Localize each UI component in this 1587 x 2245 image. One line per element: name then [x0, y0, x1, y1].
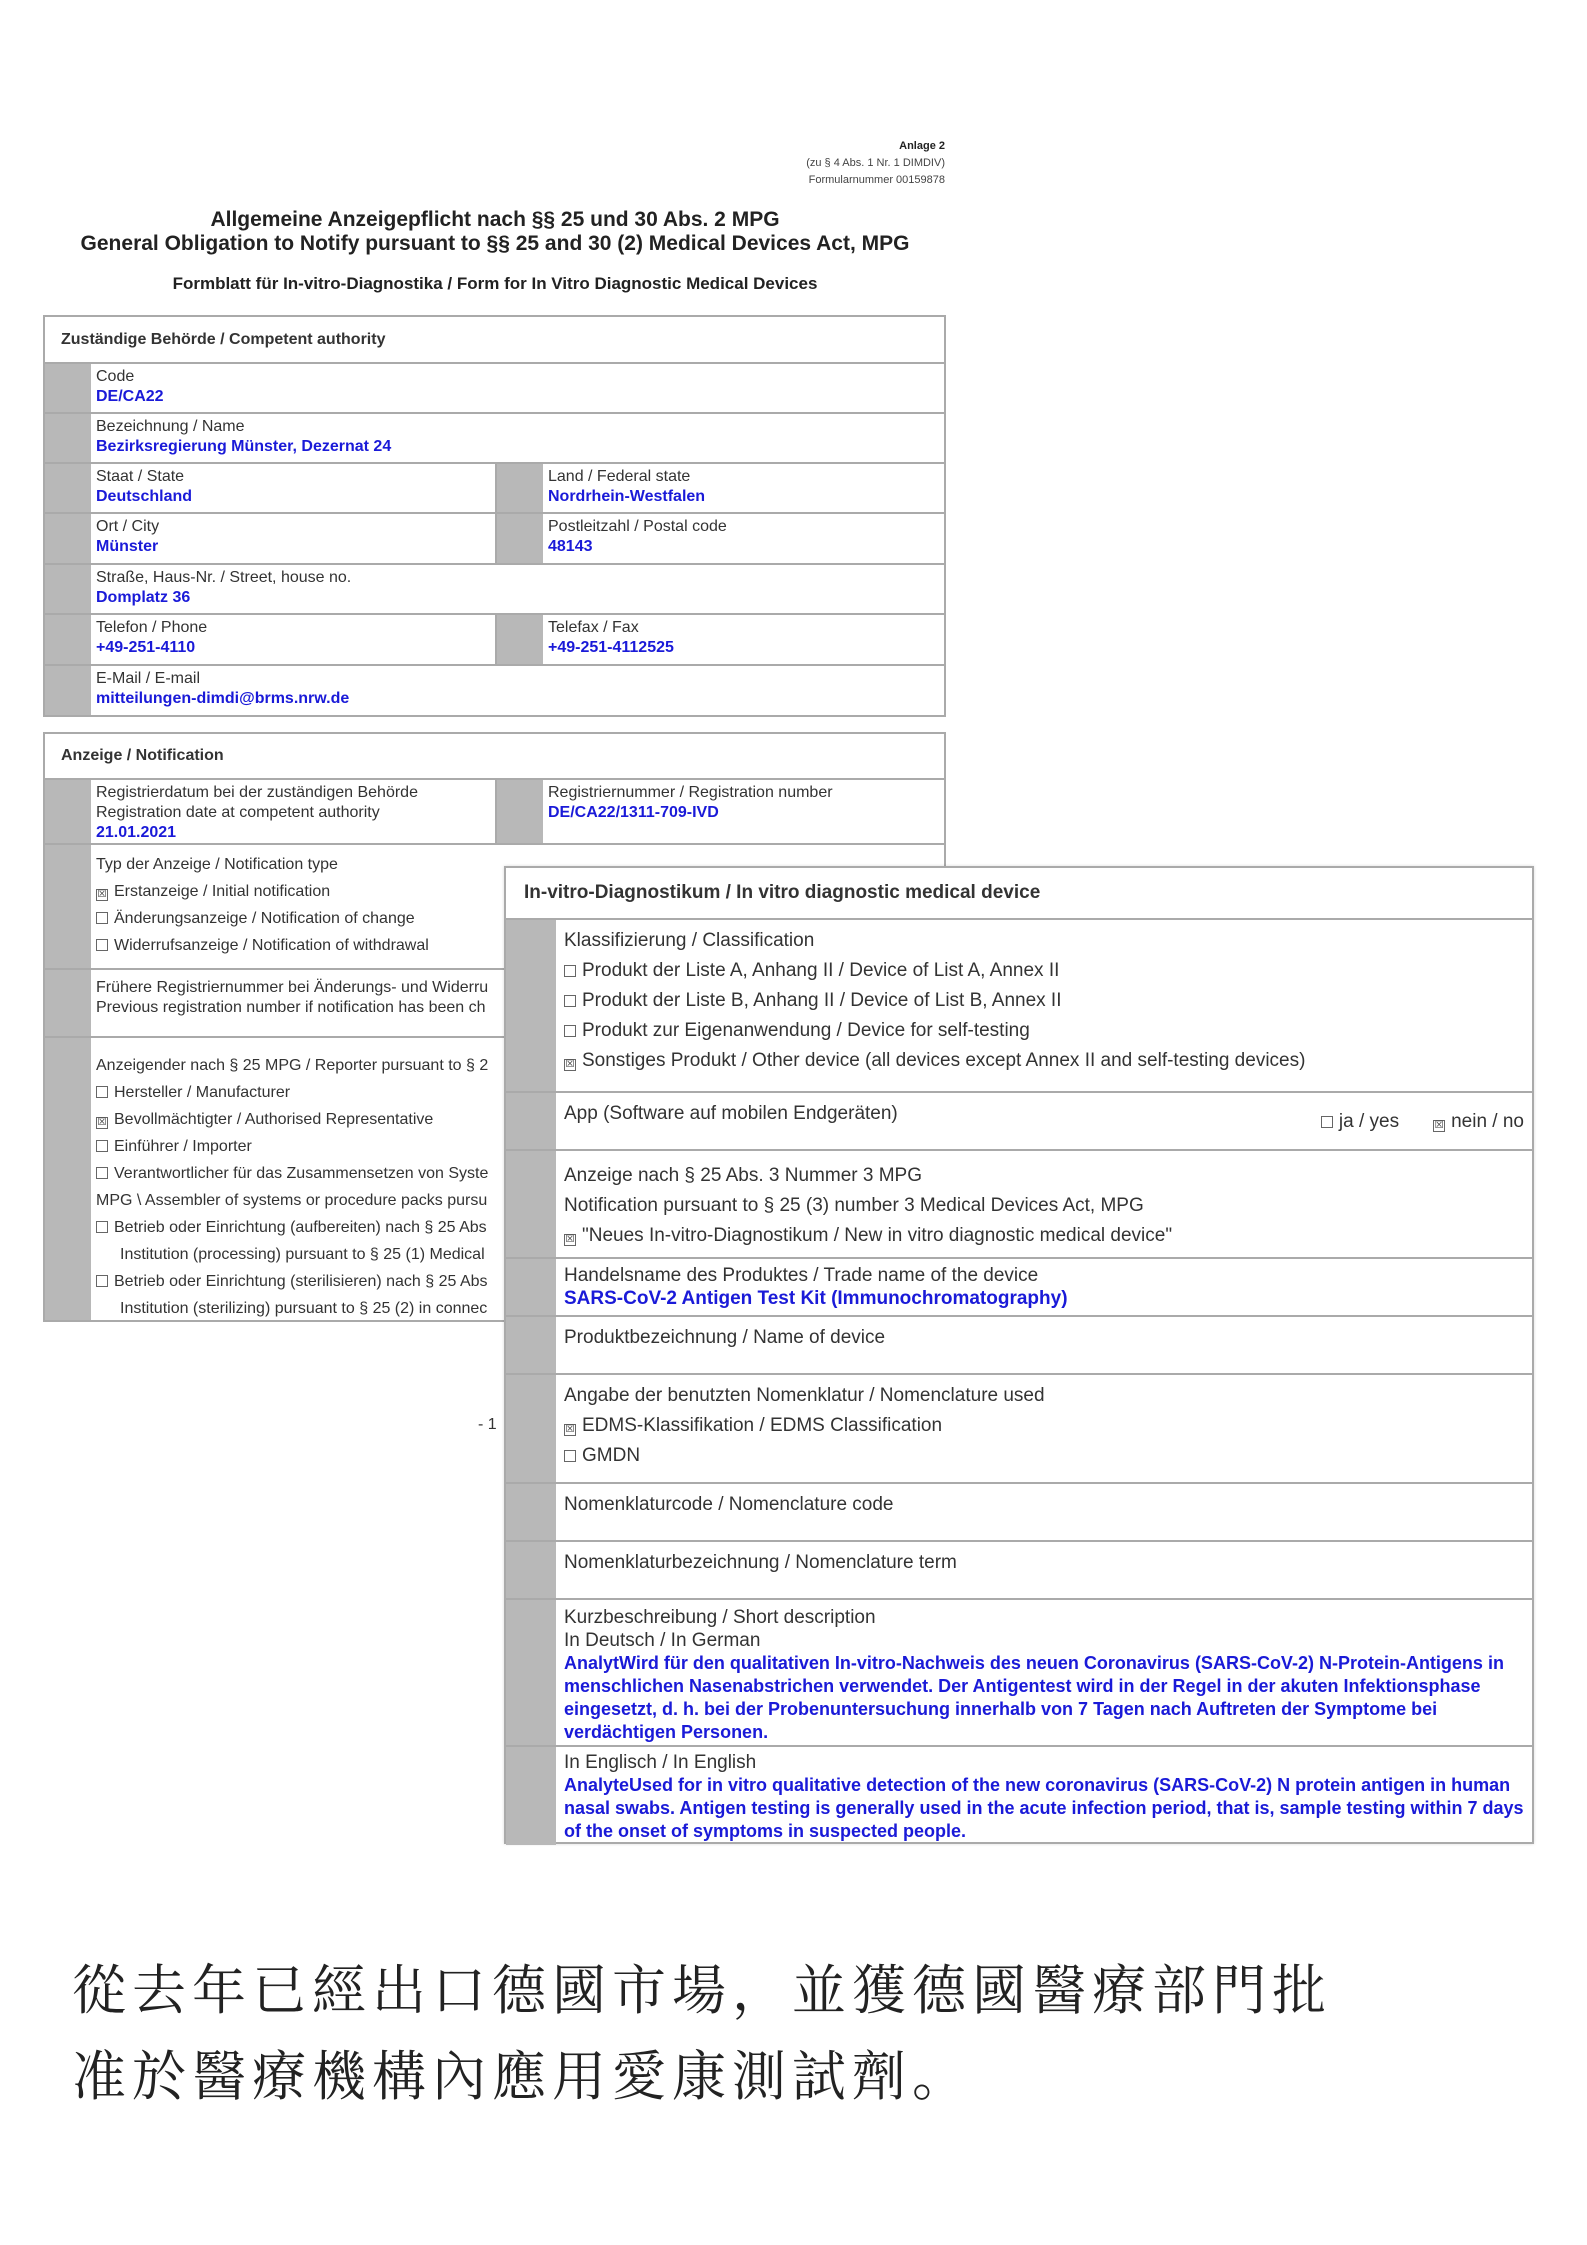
reporter-label-item: Bevollmächtigter / Authorised Representative [114, 1111, 434, 1128]
type-change-label: Änderungsanzeige / Notification of change [114, 910, 415, 927]
title-de: Allgemeine Anzeigepflicht nach §§ 25 und 30 Abs. 2 MPG [210, 208, 780, 231]
app-yes[interactable] [1321, 1111, 1399, 1132]
state-label: Staat / State [96, 468, 185, 485]
sterilizing-en: Institution (sterilizing) pursuant to § 25 (2) in connec [120, 1300, 488, 1317]
class-list-a[interactable] [564, 956, 1524, 986]
checkbox[interactable] [96, 1275, 108, 1287]
reporter-label-item: Hersteller / Manufacturer [114, 1084, 291, 1101]
form-subtitle: Formblatt für In-vitro-Diagnostika / Form for In Vitro Diagnostic Medical Devices [172, 274, 818, 293]
nom-edms-label: EDMS-Klassifikation / EDMS Classification [582, 1415, 943, 1436]
checkbox[interactable] [564, 1450, 576, 1462]
checkbox[interactable] [564, 1025, 576, 1037]
class-list-b[interactable] [564, 986, 1524, 1016]
class-other[interactable] [564, 1046, 1524, 1076]
device-name-label: Produktbezeichnung / Name of device [564, 1327, 886, 1348]
checkbox[interactable] [96, 1140, 108, 1152]
nomenclature-label: Angabe der benutzten Nomenklatur / Nomenclature used [564, 1385, 1045, 1406]
form-number: Formularnummer 00159878 [808, 174, 945, 186]
checkbox[interactable]: ☒ [565, 1059, 575, 1070]
form-meta [806, 138, 945, 189]
german-label: In Deutsch / In German [564, 1630, 761, 1651]
trade-name-value: SARS-CoV-2 Antigen Test Kit (Immunochromatography) [564, 1288, 1068, 1309]
regdate-label: Registrierdatum bei der zuständigen Behörde [96, 784, 418, 801]
fax-label: Telefax / Fax [548, 619, 639, 636]
code-value: DE/CA22 [96, 388, 164, 405]
annex-label: Anlage 2 [899, 140, 945, 152]
sterilizing-label: Betrieb oder Einrichtung (sterilisieren) nach § 25 Abs [114, 1273, 488, 1290]
notif-label-en: Notification pursuant to § 25 (3) number 3 Medical Devices Act, MPG [564, 1195, 1144, 1216]
app-no[interactable] [1433, 1111, 1524, 1132]
phone-label: Telefon / Phone [96, 619, 208, 636]
processing-label: Betrieb oder Einrichtung (aufbereiten) nach § 25 Abs [114, 1219, 487, 1236]
authority-heading: Zuständige Behörde / Competent authority [45, 317, 944, 364]
checkbox[interactable] [96, 1167, 108, 1179]
app-yes-label: ja / yes [1338, 1111, 1400, 1132]
app-label: App (Software auf mobilen Endgeräten) [564, 1103, 898, 1124]
type-initial-label: Erstanzeige / Initial notification [114, 883, 331, 900]
reporter-label: Anzeigender nach § 25 MPG / Reporter pursuant to § 2 [96, 1057, 489, 1074]
checkbox[interactable] [96, 912, 108, 924]
notification-heading: Anzeige / Notification [45, 734, 944, 780]
nom-gmdn[interactable] [564, 1441, 1524, 1471]
page-number: - 1 [478, 1416, 497, 1433]
checkbox[interactable] [564, 995, 576, 1007]
street-label: Straße, Haus-Nr. / Street, house no. [96, 569, 352, 586]
name-label: Bezeichnung / Name [96, 418, 245, 435]
trade-name-label: Handelsname des Produktes / Trade name of the device [564, 1265, 1039, 1286]
postal-value: 48143 [548, 538, 593, 555]
class-item-label: Produkt der Liste B, Anhang II / Device of List B, Annex II [582, 990, 1062, 1011]
nomenclature-term-label: Nomenklaturbezeichnung / Nomenclature term [564, 1552, 957, 1573]
nom-gmdn-label: GMDN [582, 1445, 641, 1466]
nomenclature-code-label: Nomenklaturcode / Nomenclature code [564, 1494, 894, 1515]
code-label: Code [96, 368, 135, 385]
assembler-en: MPG \ Assembler of systems or procedure packs pursu [96, 1192, 488, 1209]
checkbox[interactable]: ☒ [565, 1234, 575, 1245]
notif-new-ivd[interactable] [564, 1221, 1524, 1251]
class-self-test[interactable] [564, 1016, 1524, 1046]
reporter-label-item: Verantwortlicher für das Zusammensetzen von Syste [114, 1165, 489, 1182]
short-desc-label: Kurzbeschreibung / Short description [564, 1607, 876, 1628]
notif-label-de: Anzeige nach § 25 Abs. 3 Nummer 3 MPG [564, 1165, 923, 1186]
app-no-label: nein / no [1451, 1111, 1524, 1132]
checkbox[interactable] [96, 939, 108, 951]
checkbox[interactable]: ☒ [97, 889, 107, 900]
caption-line-1: 從去年已經出口德國市場，並獲德國醫療部門批 [72, 1961, 1332, 2021]
class-item-label: Sonstiges Produkt / Other device (all devices except Annex II and self-testing devices) [582, 1050, 1306, 1071]
ivd-table [504, 866, 1534, 1844]
authority-table [43, 315, 946, 717]
city-label: Ort / City [96, 518, 160, 535]
type-withdrawal-label: Widerrufsanzeige / Notification of withdrawal [114, 937, 429, 954]
checkbox[interactable] [1321, 1116, 1333, 1128]
prev-reg-label: Frühere Registriernummer bei Änderungs- und Widerru [96, 979, 489, 996]
email-label: E-Mail / E-mail [96, 670, 201, 687]
fax-value: +49-251-4112525 [548, 639, 674, 656]
english-description: AnalyteUsed for in vitro qualitative detection of the new coronavirus (SARS-CoV-2) N protein antigen in human nasal swabs. Antigen testing is generally used in the acute infection period, that is, sample testing within 7 days of the onset of symptoms in suspected people. [564, 1775, 1524, 1841]
ivd-heading: In-vitro-Diagnostikum / In vitro diagnostic medical device [506, 868, 1532, 920]
regdate-value: 21.01.2021 [96, 824, 177, 841]
checkbox[interactable]: ☒ [97, 1117, 107, 1128]
title-en: General Obligation to Notify pursuant to §§ 25 and 30 (2) Medical Devices Act, MPG [80, 232, 910, 255]
caption [72, 1948, 1472, 2120]
state-value: Deutschland [96, 488, 193, 505]
caption-line-2: 准於醫療機構內應用愛康測試劑。 [72, 2047, 972, 2107]
processing-en: Institution (processing) pursuant to § 25 (1) Medical [120, 1246, 485, 1263]
regnum-value: DE/CA22/1311-709-IVD [548, 804, 719, 821]
nom-edms[interactable] [564, 1411, 1524, 1441]
regnum-label: Registriernummer / Registration number [548, 784, 833, 801]
land-value: Nordrhein-Westfalen [548, 488, 706, 505]
notif-new-ivd-label: "Neues In-vitro-Diagnostikum / New in vitro diagnostic medical device" [582, 1225, 1173, 1246]
postal-label: Postleitzahl / Postal code [548, 518, 727, 535]
type-label: Typ der Anzeige / Notification type [96, 856, 338, 873]
class-item-label: Produkt zur Eigenanwendung / Device for self-testing [582, 1020, 1030, 1041]
checkbox[interactable] [96, 1086, 108, 1098]
email-value: mitteilungen-dimdi@brms.nrw.de [96, 690, 350, 707]
class-label: Klassifizierung / Classification [564, 930, 815, 951]
land-label: Land / Federal state [548, 468, 691, 485]
checkbox[interactable]: ☒ [565, 1424, 575, 1435]
city-value: Münster [96, 538, 159, 555]
prev-reg-label-en: Previous registration number if notification has been ch [96, 999, 486, 1016]
german-description: AnalytWird für den qualitativen In-vitro-Nachweis des neuen Coronavirus (SARS-CoV-2) N-Protein-Antigens in menschlichen Nasenabstrichen verwendet. Der Antigentest wird in der Regel in der akuten Infektionsphase eingesetzt, d. h. bei der Probenuntersuchung innerhalb von 7 Tagen nach Auftreten der Symptome bei verdächtigen Personen. [564, 1653, 1504, 1742]
annex-ref: (zu § 4 Abs. 1 Nr. 1 DIMDIV) [806, 157, 945, 169]
regdate-label-en: Registration date at competent authority [96, 804, 380, 821]
street-value: Domplatz 36 [96, 589, 191, 606]
phone-value: +49-251-4110 [96, 639, 196, 656]
checkbox[interactable]: ☒ [1434, 1120, 1444, 1131]
english-label: In Englisch / In English [564, 1752, 757, 1773]
checkbox[interactable] [564, 965, 576, 977]
name-value: Bezirksregierung Münster, Dezernat 24 [96, 438, 392, 455]
reporter-label-item: Einführer / Importer [114, 1138, 252, 1155]
checkbox[interactable] [96, 1221, 108, 1233]
class-item-label: Produkt der Liste A, Anhang II / Device of List A, Annex II [582, 960, 1060, 981]
